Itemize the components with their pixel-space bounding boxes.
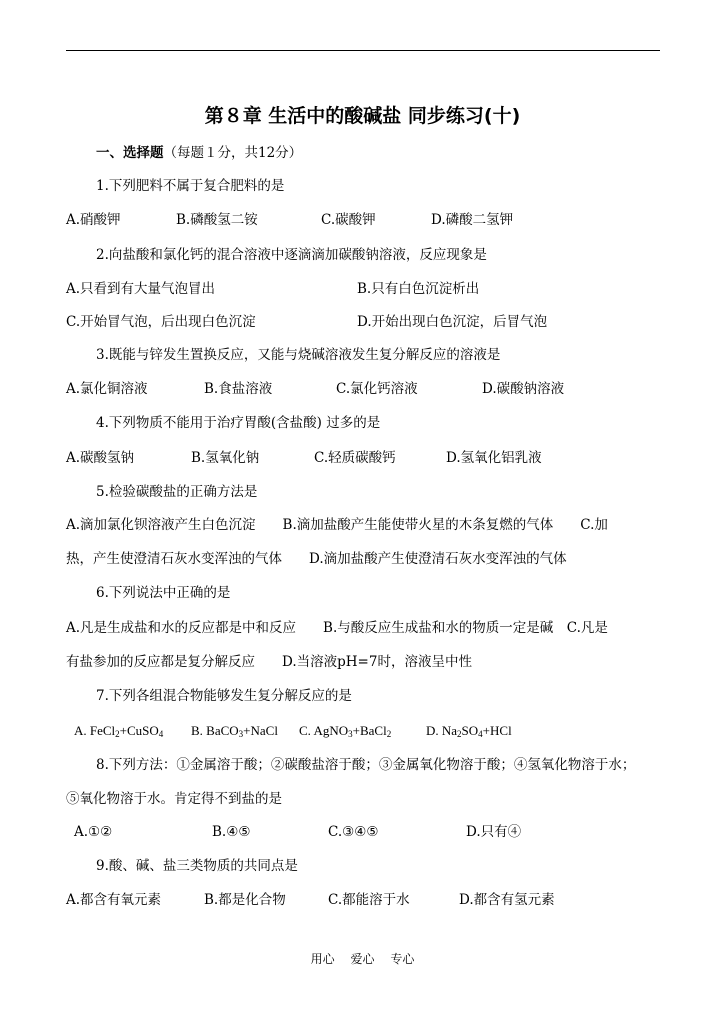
question-7-option-d: D. $Na_2SO_4+HCl$ bbox=[426, 723, 512, 739]
question-8-option-d: D.只有④ bbox=[466, 824, 522, 840]
section-label: 一、选择题 bbox=[96, 145, 164, 161]
question-7-option-a: A. FeCl$_2$+CuSO$_4$ bbox=[74, 723, 164, 739]
question-6-line-1: A.凡是生成盐和水的反应都是中和反应 B.与酸反应生成盐和水的物质一定是碱 C.凡是 bbox=[66, 620, 608, 636]
footer-text-1: 用心 bbox=[310, 952, 335, 966]
question-4-option-b: B.氢氧化钠 bbox=[191, 450, 260, 466]
question-1-option-c: C.碳酸钾 bbox=[321, 212, 376, 228]
question-9-stem: 9.酸、碱、盐三类物质的共同点是 bbox=[96, 858, 298, 874]
question-1-option-b: B.磷酸氢二铵 bbox=[176, 212, 258, 228]
question-3-option-d: D.碳酸钠溶液 bbox=[482, 381, 565, 397]
question-3-option-a: A.氯化铜溶液 bbox=[66, 381, 148, 397]
question-5-stem: 5.检验碳酸盐的正确方法是 bbox=[96, 484, 258, 500]
question-2-option-b: B.只有白色沉淀析出 bbox=[357, 281, 480, 297]
question-4-option-c: C.轻质碳酸钙 bbox=[314, 450, 396, 466]
section-note: （每题１分，共12分） bbox=[163, 145, 303, 161]
question-9-option-a: A.都含有氧元素 bbox=[66, 892, 162, 908]
question-2-option-a: A.只看到有大量气泡冒出 bbox=[66, 281, 216, 297]
question-9-option-b: B.都是化合物 bbox=[204, 892, 286, 908]
header-rule bbox=[66, 50, 660, 51]
question-9-option-c: C.都能溶于水 bbox=[328, 892, 410, 908]
question-4-stem: 4.下列物质不能用于治疗胃酸(含盐酸) 过多的是 bbox=[96, 415, 381, 431]
question-4-option-a: A.碳酸氢钠 bbox=[66, 450, 135, 466]
question-8-stem: 8.下列方法：①金属溶于酸；②碳酸盐溶于酸；③金属氧化物溶于酸；④氢氧化物溶于水； bbox=[96, 757, 636, 773]
question-7-stem: 7.下列各组混合物能够发生复分解反应的是 bbox=[96, 688, 352, 704]
footer-text-3: 专心 bbox=[390, 952, 415, 966]
question-6-line-2: 有盐参加的反应都是复分解反应 D.当溶液pH=7时，溶液呈中性 bbox=[66, 654, 472, 670]
question-7-option-b: B. BaCO$_3$+NaCl bbox=[191, 723, 278, 739]
page-footer bbox=[0, 950, 725, 967]
question-8-stem-continued: ⑤氧化物溶于水。肯定得不到盐的是 bbox=[66, 791, 282, 807]
question-8-option-a: A.①② bbox=[74, 824, 113, 840]
question-4-option-d: D.氢氧化铝乳液 bbox=[446, 450, 542, 466]
question-8-option-b: B.④⑤ bbox=[212, 824, 251, 840]
footer-text-2: 爱心 bbox=[350, 952, 375, 966]
question-3-stem: 3.既能与锌发生置换反应，又能与烧碱溶液发生复分解反应的溶液是 bbox=[96, 347, 501, 363]
question-2-stem: 2.向盐酸和氯化钙的混合溶液中逐滴滴加碳酸钠溶液，反应现象是 bbox=[96, 247, 487, 263]
section-heading bbox=[96, 144, 302, 162]
question-9-option-d: D.都含有氢元素 bbox=[459, 892, 555, 908]
question-3-option-b: B.食盐溶液 bbox=[204, 381, 273, 397]
question-5-line-2: 热，产生使澄清石灰水变浑浊的气体 D.滴加盐酸产生使澄清石灰水变浑浊的气体 bbox=[66, 551, 567, 567]
question-2-option-c: C.开始冒气泡，后出现白色沉淀 bbox=[66, 314, 256, 330]
question-8-option-c: C.③④⑤ bbox=[328, 824, 379, 840]
question-1-option-a: A.硝酸钾 bbox=[66, 212, 121, 228]
question-7-option-c: C. AgNO$_3$+BaCl$_2$ bbox=[299, 723, 392, 739]
question-1-option-d: D.磷酸二氢钾 bbox=[431, 212, 514, 228]
question-3-option-c: C.氯化钙溶液 bbox=[336, 381, 418, 397]
question-1-stem: 1.下列肥料不属于复合肥料的是 bbox=[96, 178, 285, 194]
question-5-line-1: A.滴加氯化钡溶液产生白色沉淀 B.滴加盐酸产生能使带火星的木条复燃的气体 C.加 bbox=[66, 517, 608, 533]
page-title: 第８章 生活中的酸碱盐 同步练习(十) bbox=[204, 105, 521, 127]
question-2-option-d: D.开始出现白色沉淀，后冒气泡 bbox=[357, 314, 548, 330]
question-6-stem: 6.下列说法中正确的是 bbox=[96, 585, 231, 601]
